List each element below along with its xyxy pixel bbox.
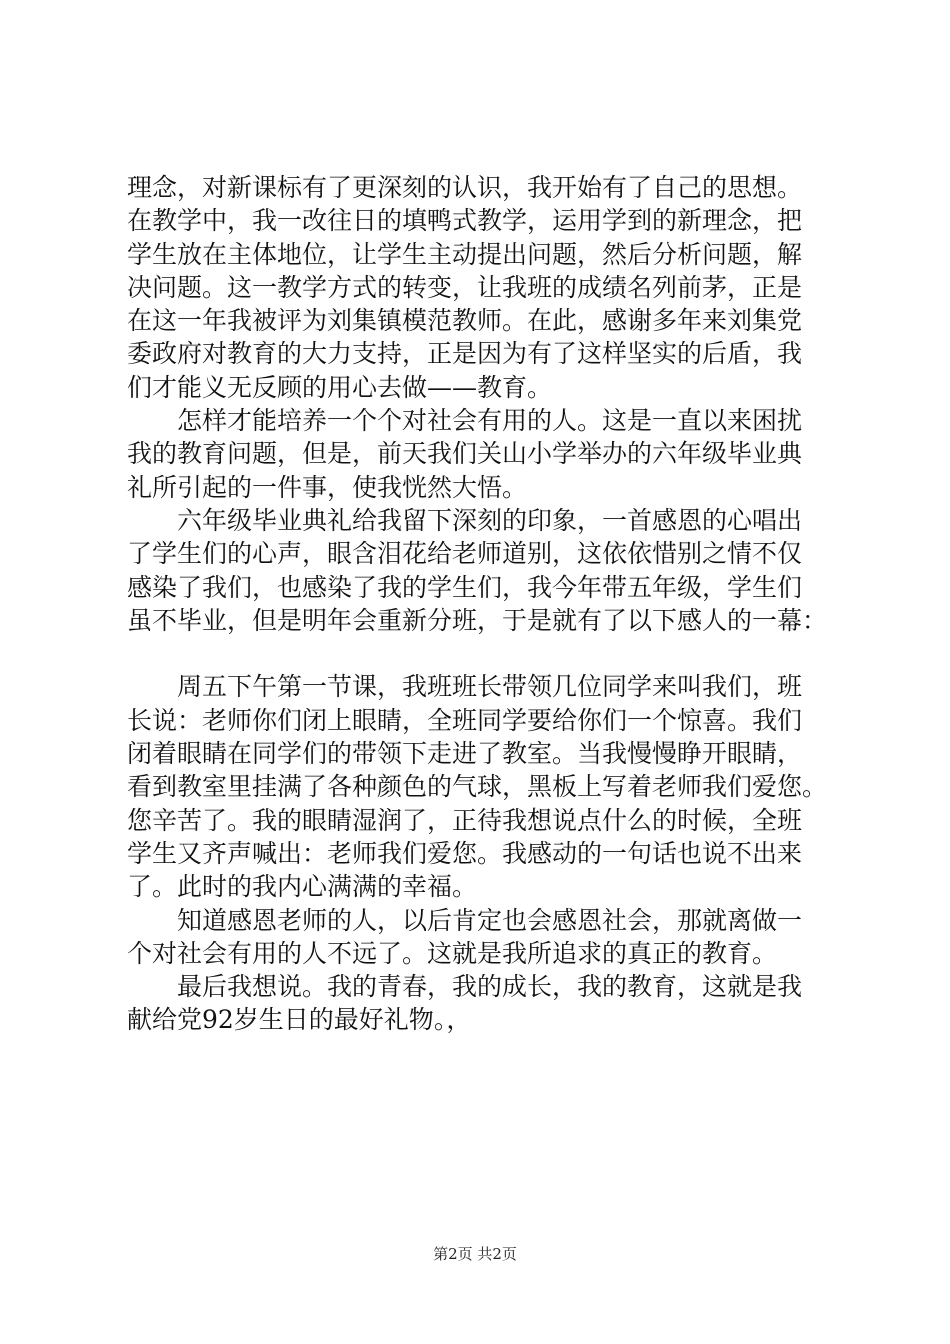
document-body <box>127 171 839 1037</box>
text-line: 在教学中，我一改往日的填鸭式教学，运用学到的新理念，把 <box>127 206 803 236</box>
text-line: 您辛苦了。我的眼睛湿润了，正待我想说点什么的时候，全班 <box>127 805 803 835</box>
text-line: 决问题。这一教学方式的转变，让我班的成绩名列前茅，正是 <box>127 272 803 302</box>
text-line: 长说：老师你们闭上眼睛，全班同学要给你们一个惊喜。我们 <box>127 705 803 735</box>
page-footer <box>0 1243 950 1265</box>
page-number-label: 第2页 共2页 <box>433 1245 517 1263</box>
text-line: 虽不毕业，但是明年会重新分班，于是就有了以下感人的一幕： <box>127 605 828 635</box>
text-line: 委政府对教育的大力支持，正是因为有了这样坚实的后盾，我 <box>127 339 803 369</box>
text-line: 礼所引起的一件事，使我恍然大悟。 <box>127 472 528 502</box>
text-line: 学生又齐声喊出：老师我们爱您。我感动的一句话也说不出来 <box>127 838 803 868</box>
text-line: 在这一年我被评为刘集镇模范教师。在此，感谢多年来刘集党 <box>127 306 803 336</box>
text-line: 了学生们的心声，眼含泪花给老师道别，这依依惜别之情不仅 <box>127 539 803 569</box>
text-line: 们才能义无反顾的用心去做——教育。 <box>127 372 553 402</box>
text-line: 闭着眼睛在同学们的带领下走进了教室。当我慢慢睁开眼睛， <box>127 739 803 769</box>
text-line: 学生放在主体地位，让学生主动提出问题，然后分析问题，解 <box>127 239 803 269</box>
text-line: 怎样才能培养一个个对社会有用的人。这是一直以来困扰 <box>127 406 803 436</box>
text-line: 六年级毕业典礼给我留下深刻的印象，一首感恩的心唱出 <box>127 505 803 535</box>
text-line: 周五下午第一节课，我班班长带领几位同学来叫我们，班 <box>127 672 803 702</box>
text-line: 感染了我们，也感染了我的学生们，我今年带五年级，学生们 <box>127 572 803 602</box>
text-line: 献给党92岁生日的最好礼物。， <box>127 1005 472 1035</box>
text-line: 我的教育问题，但是，前天我们关山小学举办的六年级毕业典 <box>127 439 803 469</box>
text-line: 看到教室里挂满了各种颜色的气球，黑板上写着老师我们爱您。 <box>127 772 828 802</box>
text-line: 知道感恩老师的人，以后肯定也会感恩社会，那就离做一 <box>127 905 803 935</box>
text-line: 了。此时的我内心满满的幸福。 <box>127 872 478 902</box>
text-line: 最后我想说。我的青春，我的成长，我的教育，这就是我 <box>127 972 803 1002</box>
text-line: 理念，对新课标有了更深刻的认识，我开始有了自己的思想。 <box>127 173 803 202</box>
text-line: 个对社会有用的人不远了。这就是我所追求的真正的教育。 <box>127 938 778 968</box>
blank-line <box>127 637 839 670</box>
